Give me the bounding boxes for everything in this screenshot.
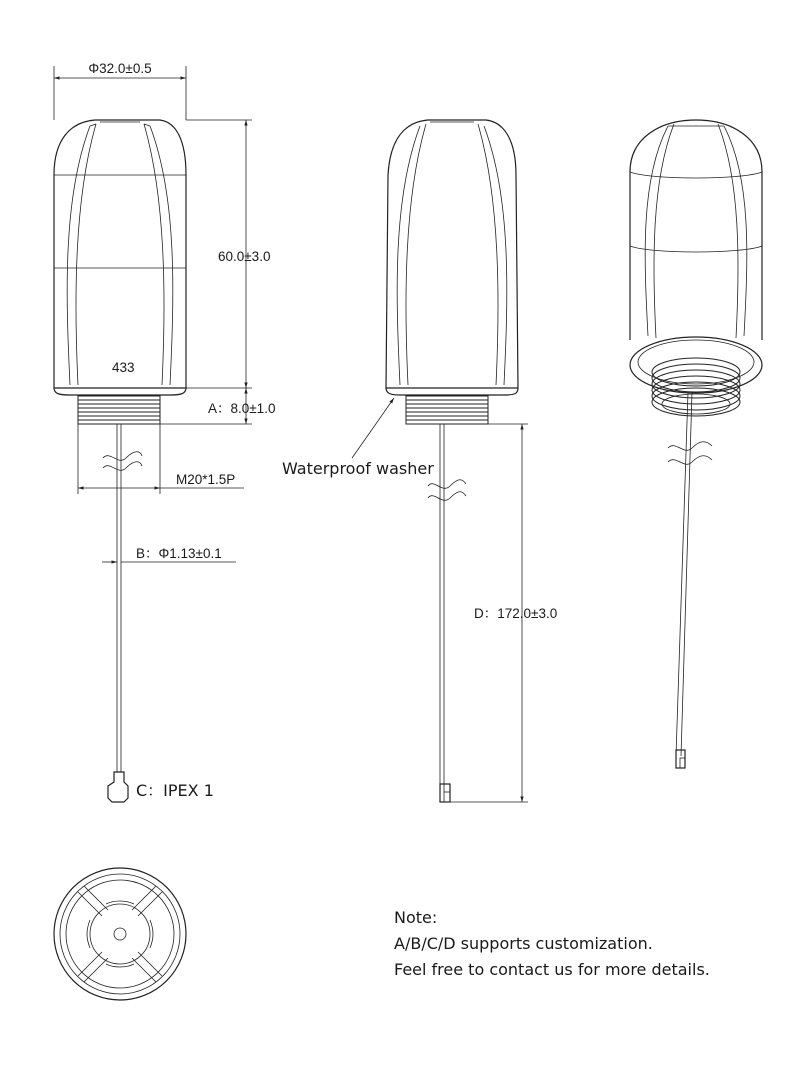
- a-dimension: [160, 388, 275, 424]
- d-dimension: [444, 424, 557, 802]
- washer-label: Waterproof washer: [282, 459, 434, 478]
- diameter-label: Φ32.0±0.5: [88, 61, 152, 76]
- note-line-1: A/B/C/D supports customization.: [394, 934, 653, 953]
- note-line-2: Feel free to contact us for more details.: [394, 960, 710, 979]
- d-length-label: D：172.0±3.0: [474, 606, 558, 621]
- height-dimension: [186, 120, 270, 388]
- isometric-view: [630, 120, 762, 768]
- c-connector-label: C：IPEX 1: [136, 781, 214, 800]
- note-title: Note:: [394, 908, 438, 927]
- top-view: [54, 868, 186, 1000]
- note-block: [394, 908, 710, 979]
- front-view: [54, 120, 186, 802]
- a-length-label: A：8.0±1.0: [208, 401, 276, 416]
- model-label: 433: [112, 360, 135, 375]
- b-cable-label: B：Φ1.13±0.1: [136, 546, 222, 561]
- b-dimension: [102, 546, 236, 562]
- height-label: 60.0±3.0: [218, 249, 271, 264]
- diameter-dimension: [54, 61, 186, 120]
- thread-dimension: [78, 424, 244, 494]
- washer-callout: [282, 398, 434, 478]
- thread-label: M20*1.5P: [176, 472, 236, 487]
